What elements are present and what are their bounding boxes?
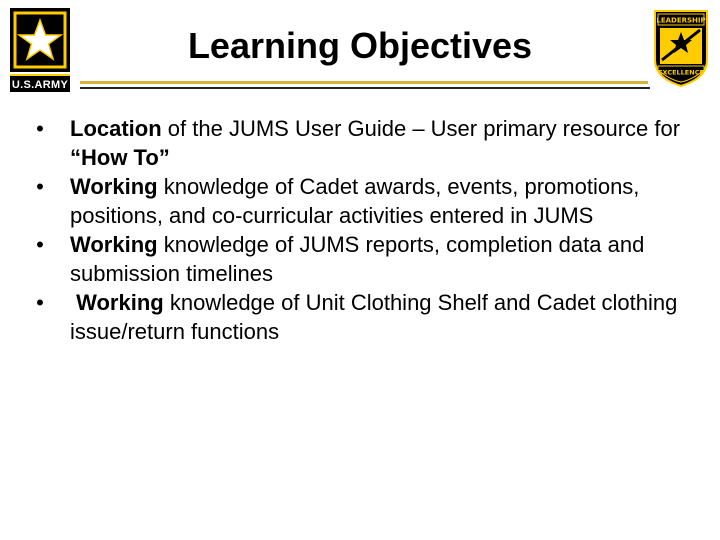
bullet-text: knowledge of JUMS reports, completion data and submission timelines (70, 232, 645, 286)
bullet-text: knowledge of Unit Clothing Shelf and Cadet clothing issue/return functions (70, 290, 678, 344)
army-wordmark: U.S.ARMY (10, 74, 70, 92)
us-army-logo (10, 8, 70, 92)
bullet-glyph: • (36, 232, 44, 257)
list-item (30, 172, 700, 230)
rotc-text-bottom: EXCELLENCE (658, 68, 704, 77)
list-item (30, 230, 700, 288)
rotc-shield-logo (652, 8, 710, 88)
bullet-bold: Location (70, 116, 162, 141)
objectives-list (30, 114, 700, 346)
bullet-bold: Working (70, 174, 158, 199)
title-underline-gold (80, 81, 648, 84)
rotc-text-top: LEADERSHIP (656, 16, 706, 25)
bullet-bold: Working (70, 232, 158, 257)
bullet-glyph: • (36, 116, 44, 141)
bullet-glyph: • (36, 174, 44, 199)
title-underline-black (80, 87, 650, 89)
bullet-bold: Working (70, 290, 164, 315)
list-item (30, 114, 700, 172)
slide-title: Learning Objectives (187, 25, 533, 66)
bullet-text: of the JUMS User Guide – User primary resource for (161, 116, 681, 141)
bullet-bold-2: “How To” (70, 145, 170, 170)
list-item (30, 288, 700, 346)
bullet-glyph: • (36, 290, 44, 315)
army-star-icon (10, 8, 70, 72)
bullet-text: knowledge of Cadet awards, events, promotions, positions, and co-curricular activities entered in JUMS (70, 174, 640, 228)
